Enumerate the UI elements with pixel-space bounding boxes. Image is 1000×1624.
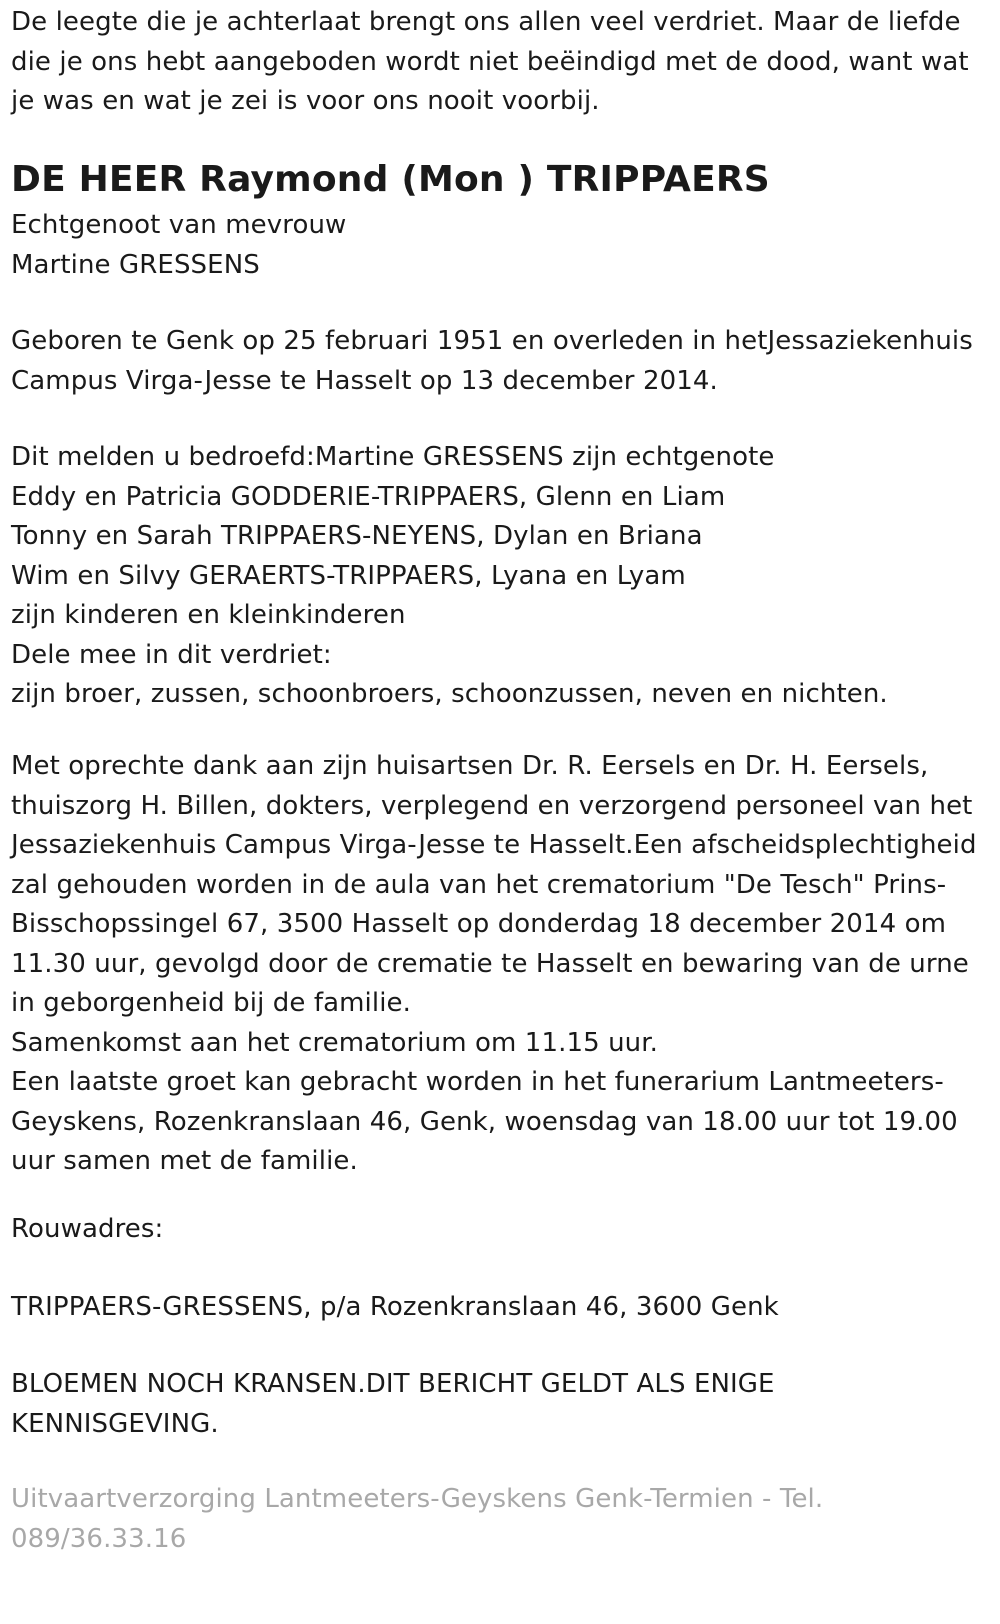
ceremony-line: Met oprechte dank aan zijn huisartsen Dr. R. Eersels en Dr. H. Eersels,: [11, 751, 929, 781]
ceremony-block: [11, 747, 977, 1182]
ceremony-line: Geyskens, Rozenkranslaan 46, Genk, woensdag van 18.00 uur tot 19.00: [11, 1106, 958, 1137]
ceremony-line: Bisschopssingel 67, 3500 Hasselt op donderdag 18 december 2014 om: [11, 909, 947, 939]
ceremony-line: in geborgenheid bij de familie.: [11, 988, 411, 1018]
family-block: [11, 438, 888, 715]
spouse-line: Martine GRESSENS: [11, 249, 260, 280]
intro-text: [11, 3, 969, 122]
address-label-block: [11, 1210, 163, 1250]
ceremony-line: Samenkomst aan het crematorium om 11.15 uur.: [11, 1027, 659, 1058]
footer-line: 089/36.33.16: [11, 1523, 187, 1554]
birth-death-block: [11, 322, 973, 401]
ceremony-line: zal gehouden worden in de aula van het crematorium "De Tesch" Prins-: [11, 869, 947, 900]
ceremony-line: 11.30 uur, gevolgd door de crematie te Hasselt en bewaring van de urne: [11, 948, 969, 979]
ceremony-line: thuiszorg H. Billen, dokters, verplegend en verzorgend personeel van het: [11, 790, 973, 821]
address-block: [11, 1288, 779, 1328]
family-line: zijn kinderen en kleinkinderen: [11, 600, 406, 630]
family-line: Wim en Silvy GERAERTS-TRIPPAERS, Lyana en Lyam: [11, 560, 686, 591]
notice-line: BLOEMEN NOCH KRANSEN.DIT BERICHT GELDT ALS ENIGE: [11, 1369, 775, 1399]
family-line: Eddy en Patricia GODDERIE-TRIPPAERS, Glenn en Liam: [11, 481, 726, 512]
intro-line: De leegte die je achterlaat brengt ons allen veel verdriet. Maar de liefde: [11, 7, 961, 37]
address-label: Rouwadres:: [11, 1214, 164, 1244]
family-line: zijn broer, zussen, schoonbroers, schoonzussen, neven en nichten.: [11, 679, 888, 709]
notice-line: KENNISGEVING.: [11, 1408, 219, 1439]
footer-line: Uitvaartverzorging Lantmeeters-Geyskens Genk-Termien - Tel.: [11, 1484, 824, 1514]
mourning-address: TRIPPAERS-GRESSENS, p/a Rozenkranslaan 46, 3600 Genk: [11, 1292, 779, 1322]
spouse-line: Echtgenoot van mevrouw: [11, 210, 347, 240]
notice-block: [11, 1365, 775, 1444]
deceased-name: DE HEER Raymond (Mon ) TRIPPAERS: [11, 159, 770, 200]
ceremony-line: Jessaziekenhuis Campus Virga-Jesse te Hasselt.Een afscheidsplechtigheid: [11, 830, 977, 860]
family-line: Dit melden u bedroefd:Martine GRESSENS zijn echtgenote: [11, 442, 775, 472]
family-line: Dele mee in dit verdriet:: [11, 639, 332, 670]
ceremony-line: Een laatste groet kan gebracht worden in het funerarium Lantmeeters-: [11, 1067, 944, 1097]
birth-death-line: Campus Virga-Jesse te Hasselt op 13 december 2014.: [11, 365, 718, 396]
intro-line: je was en wat je zei is voor ons nooit voorbij.: [11, 86, 600, 116]
family-line: Tonny en Sarah TRIPPAERS-NEYENS, Dylan en Briana: [11, 521, 703, 551]
birth-death-line: Geboren te Genk op 25 februari 1951 en overleden in hetJessaziekenhuis: [11, 326, 973, 356]
spouse-block: [11, 206, 346, 285]
funeral-home-footer: [11, 1480, 823, 1559]
intro-line: die je ons hebt aangeboden wordt niet beëindigd met de dood, want wat: [11, 46, 969, 77]
ceremony-line: uur samen met de familie.: [11, 1146, 358, 1176]
